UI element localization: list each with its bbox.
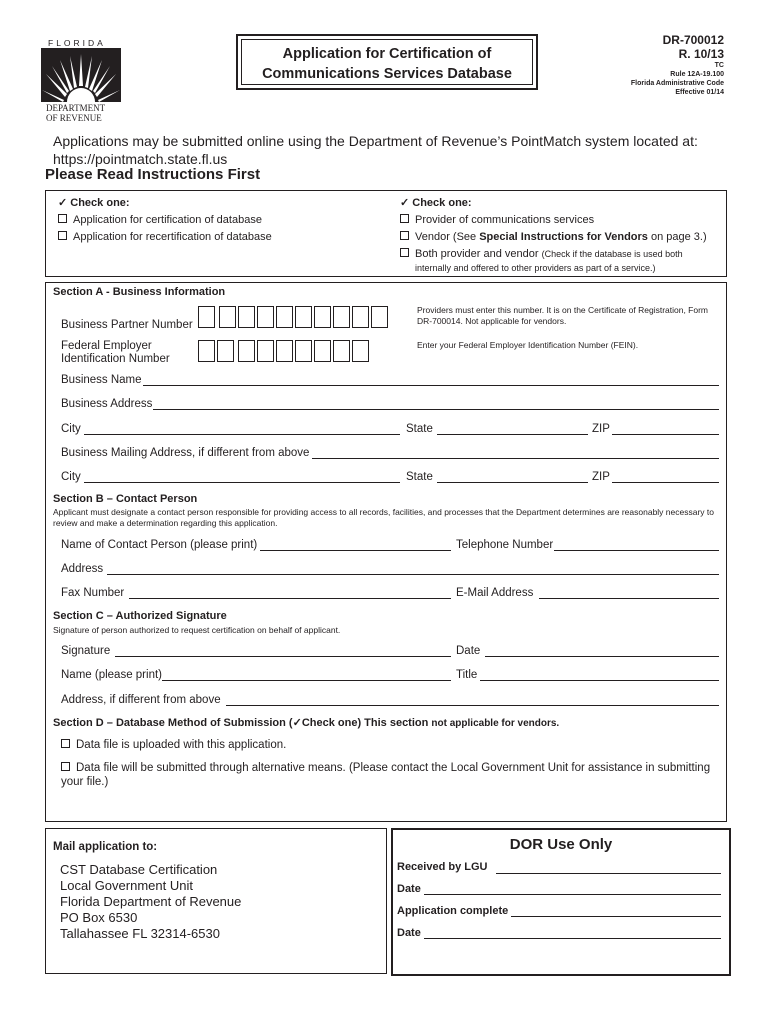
contact-address-field[interactable] — [107, 574, 719, 575]
section-b-title: Section B – Contact Person — [53, 493, 198, 505]
mailing-state-field[interactable] — [437, 482, 588, 483]
signature-date-field[interactable] — [485, 656, 719, 657]
mailing-address-field[interactable] — [312, 458, 719, 459]
logo-state-name: FLORIDA — [48, 38, 106, 48]
checkbox-vendor[interactable]: Vendor (See Special Instructions for Vendors on page 3.) — [400, 229, 720, 246]
dor-date-field-1[interactable] — [424, 894, 721, 895]
zip-field[interactable] — [612, 434, 719, 435]
form-number: DR-700012 — [662, 33, 724, 47]
checkbox-recertification[interactable]: Application for recertification of database — [58, 229, 272, 246]
main-form-box: Section A - Business Information Business Partner Number Providers must enter this number. It is on the Certificate of Registration, Form DR-700014. Not applicable for vendors. Federal Employer Identification Number Enter your Federal Employer Identification Number (FEIN). Business Name Business Address City State ZIP Business Mailing Address, if different from above City State ZIP Section B – Contact Person Applicant must designate a contact person responsible for providing access to all records, facilities, and processes that the Department determines are reasonably necessary to review and make a determination regarding this application. Name of Contact Person (please print) Telephone Number Address Fax Number E-Mail Address Section C – Authorized Signature Signature of person authorized to request certification on behalf of applicant. Signature Date Name (please print) Title Address, if different from above Section D – Database Method of Submission (✓Check one) This section not applicable for vendors. Data file is uploaded with this application. Data file will be submitted through alternative means. (Please contact the Local Government Unit for assistance in submitting your file.) — [45, 282, 727, 822]
received-by-lgu-field[interactable] — [496, 873, 721, 874]
state-field[interactable] — [437, 434, 588, 435]
fein-note: Enter your Federal Employer Identification Number (FEIN). — [417, 340, 639, 350]
dor-use-only-box: DOR Use Only Received by LGU Date Application complete Date — [391, 828, 731, 976]
business-name-field[interactable] — [143, 385, 719, 386]
application-type-box: ✓ Check one: Application for certification of database Application for recertification of database ✓ Check one: Provider of communications services Vendor (See Special Instructions for Vendors on page 3.) Both provider and vendor (Check if the database is used both internally and offered to other providers as part of a service.) — [45, 190, 727, 277]
form-number-block: DR-700012 R. 10/13 TC Rule 12A-19.100 Florida Administrative Code Effective 01/14 — [630, 33, 724, 96]
section-c-title: Section C – Authorized Signature — [53, 610, 227, 622]
telephone-field[interactable] — [554, 550, 719, 551]
checkbox-both[interactable]: Both provider and vendor (Check if the database is used both — [400, 246, 720, 263]
contact-name-field[interactable] — [260, 550, 451, 551]
form-title-line2: Communications Services Database — [262, 66, 512, 82]
email-field[interactable] — [539, 598, 719, 599]
form-revision: R. 10/13 — [678, 47, 724, 61]
signer-address-field[interactable] — [226, 705, 719, 706]
business-address-field[interactable] — [153, 409, 719, 410]
dor-date-field-2[interactable] — [424, 938, 721, 939]
bpn-note: Providers must enter this number. It is on the Certificate of Registration, Form DR-700014. Not applicable for vendors. — [417, 305, 709, 326]
checkbox-data-alternative[interactable]: Data file will be submitted through alternative means. (Please contact the Local Government Unit for assistance in submitting your file.) — [61, 762, 711, 788]
section-d-title: Section D – Database Method of Submission (✓Check one) This section not applicable for vendors. — [53, 717, 560, 729]
checkbox-data-uploaded[interactable]: Data file is uploaded with this application. — [61, 739, 286, 751]
signer-name-field[interactable] — [162, 680, 451, 681]
signer-title-field[interactable] — [480, 680, 719, 681]
signature-field[interactable] — [115, 656, 451, 657]
fein-boxes[interactable] — [198, 340, 369, 362]
city-field[interactable] — [84, 434, 400, 435]
form-title-line1: Application for Certification of — [282, 46, 492, 62]
section-a-title: Section A - Business Information — [53, 286, 226, 298]
intro-text: Applications may be submitted online using the Department of Revenue’s PointMatch system located at: https://pointmatch.state.fl.us — [53, 133, 698, 167]
fax-field[interactable] — [129, 598, 451, 599]
checkbox-provider[interactable]: Provider of communications services — [400, 212, 720, 229]
form-title-box — [236, 34, 538, 90]
mailing-city-field[interactable] — [84, 482, 400, 483]
mail-to-box: Mail application to: CST Database Certification Local Government Unit Florida Department of Revenue PO Box 6530 Tallahassee FL 32314-6530 — [45, 828, 387, 974]
read-instructions-heading: Please Read Instructions First — [45, 166, 261, 183]
business-partner-number-boxes[interactable] — [198, 306, 388, 328]
checkbox-certification[interactable]: Application for certification of database — [58, 212, 272, 229]
mailing-address: CST Database Certification Local Government Unit Florida Department of Revenue PO Box 6530 Tallahassee FL 32314-6530 — [60, 862, 242, 941]
application-complete-field[interactable] — [511, 916, 721, 917]
mailing-zip-field[interactable] — [612, 482, 719, 483]
logo-department-name: DEPARTMENT OF REVENUE — [46, 103, 106, 123]
